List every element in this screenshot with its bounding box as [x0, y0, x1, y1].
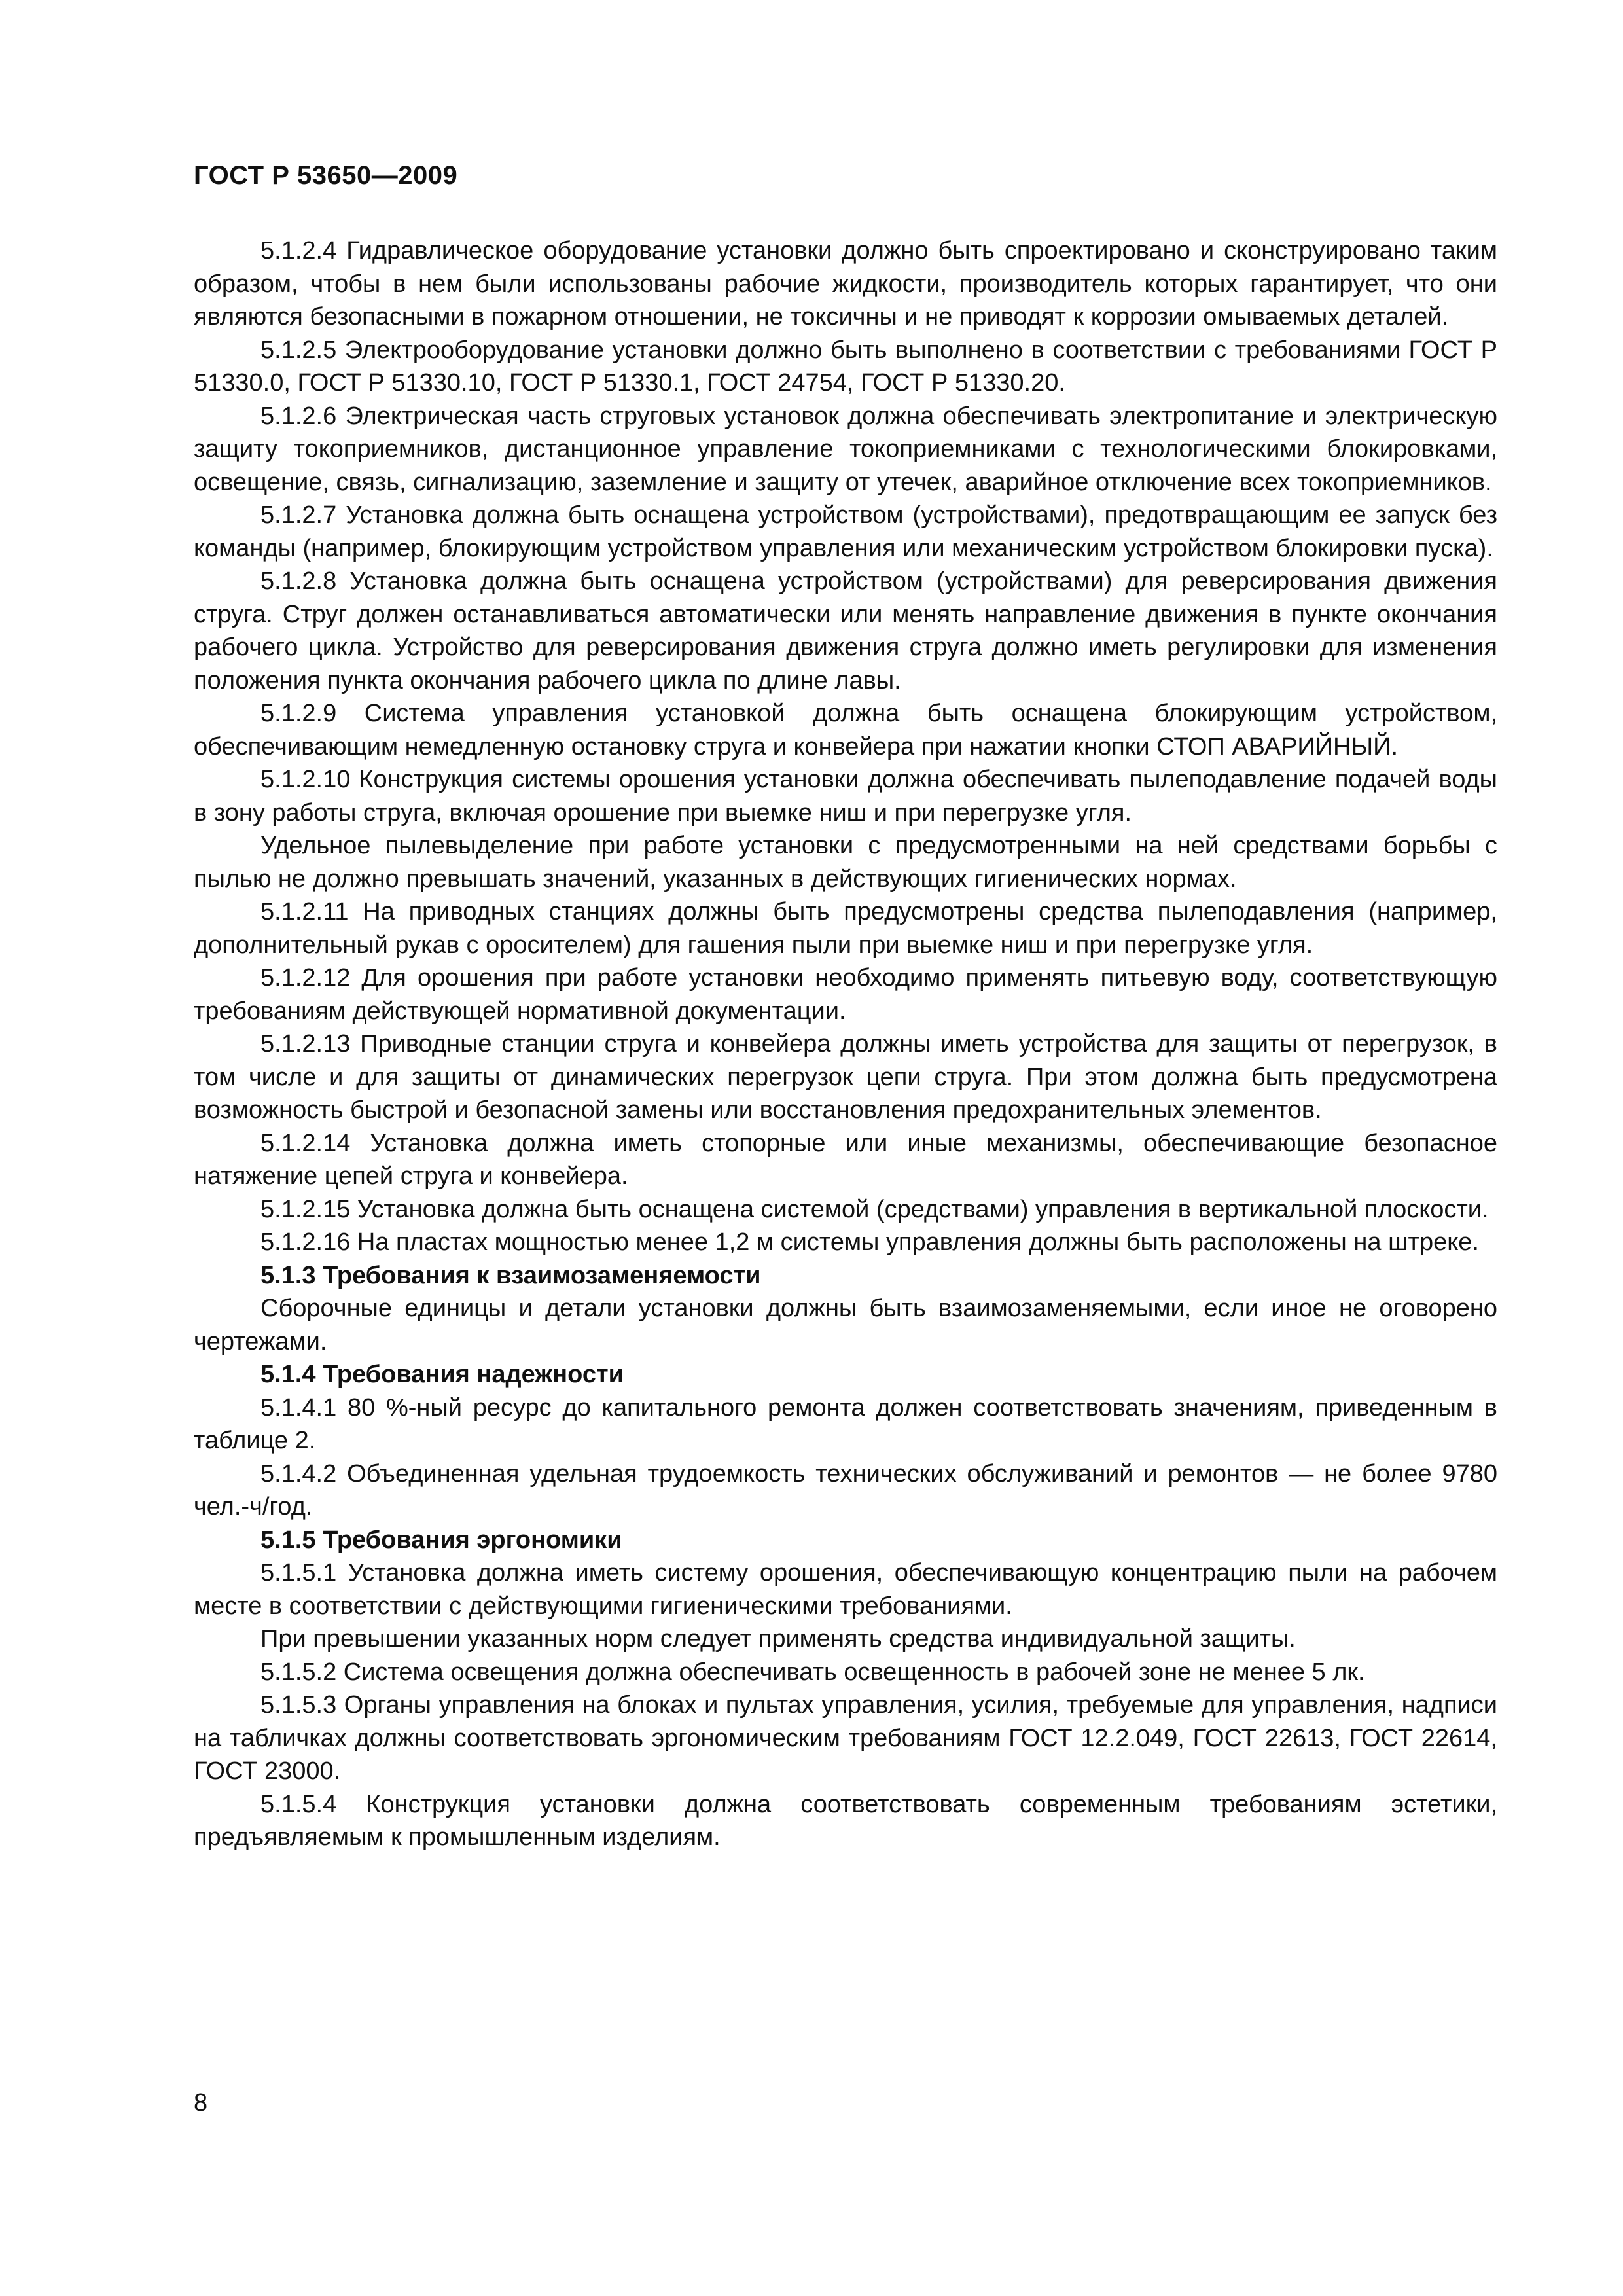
paragraph-5-1-5-3: 5.1.5.3 Органы управления на блоках и пультах управления, усилия, требуемые для управления, надписи на табличках должны соответствовать эргономическим требованиям ГОСТ 12.2.049, ГОСТ 22613, ГОСТ 22614, ГОСТ 23000.: [194, 1691, 1497, 1785]
paragraph-protection: При превышении указанных норм следует применять средства индивидуальной защиты.: [260, 1625, 1296, 1653]
paragraph-5-1-2-7: 5.1.2.7 Установка должна быть оснащена устройством (устройствами), предотвращающим ее запуск без команды (например, блокирующим устройством управления или механическим устройством блокировки пуска).: [194, 501, 1497, 562]
paragraph-5-1-2-15: 5.1.2.15 Установка должна быть оснащена системой (средствами) управления в вертикальной плоскости.: [260, 1195, 1489, 1223]
paragraph-5-1-2-5: 5.1.2.5 Электрооборудование установки должно быть выполнено в соответствии с требованиями ГОСТ Р 51330.0, ГОСТ Р 51330.10, ГОСТ Р 51330.1, ГОСТ 24754, ГОСТ Р 51330.20.: [194, 336, 1497, 397]
section-heading-5-1-4: 5.1.4 Требования надежности: [260, 1361, 624, 1388]
document-body: [194, 234, 1497, 1854]
paragraph-5-1-2-14: 5.1.2.14 Установка должна иметь стопорные или иные механизмы, обеспечивающие безопасное натяжение цепей струга и конвейера.: [194, 1129, 1497, 1190]
paragraph-5-1-2-4: 5.1.2.4 Гидравлическое оборудование установки должно быть спроектировано и сконструировано таким образом, чтобы в нем были использованы рабочие жидкости, производитель которых гарантирует, что они являются безопасными в пожарном отношении, не токсичны и не приводят к коррозии омываемых деталей.: [194, 237, 1497, 331]
paragraph-5-1-4-1: 5.1.4.1 80 %-ный ресурс до капитального ремонта должен соответствовать значениям, приведенным в таблице 2.: [194, 1393, 1497, 1454]
paragraph-5-1-5-4: 5.1.5.4 Конструкция установки должна соответствовать современным требованиям эстетики, предъявляемым к промышленным изделиям.: [194, 1790, 1497, 1851]
section-heading-5-1-5: 5.1.5 Требования эргономики: [260, 1526, 622, 1554]
paragraph-interchangeability: Сборочные единицы и детали установки должны быть взаимозаменяемыми, если иное не оговорено чертежами.: [194, 1295, 1497, 1355]
paragraph-5-1-2-6: 5.1.2.6 Электрическая часть струговых установок должна обеспечивать электропитание и электрическую защиту токоприемников, дистанционное управление токоприемниками с технологическими блокировками, освещение, связь, сигнализацию, заземление и защиту от утечек, аварийное отключение всех токоприемников.: [194, 402, 1497, 496]
paragraph-5-1-2-11: 5.1.2.11 На приводных станциях должны быть предусмотрены средства пылеподавления (например, дополнительный рукав с оросителем) для гашения пыли при выемке ниш и при перегрузке угля.: [194, 898, 1497, 959]
paragraph-5-1-4-2: 5.1.4.2 Объединенная удельная трудоемкость технических обслуживаний и ремонтов — не более 9780 чел.-ч/год.: [194, 1460, 1497, 1520]
paragraph-dust-emission: Удельное пылевыделение при работе установки с предусмотренными на ней средствами борьбы с пылью не должно превышать значений, указанных в действующих гигиенических нормах.: [194, 832, 1497, 893]
paragraph-5-1-2-8: 5.1.2.8 Установка должна быть оснащена устройством (устройствами) для реверсирования движения струга. Струг должен останавливаться автоматически или менять направление движения в пункте окончания рабочего цикла. Устройство для реверсирования движения струга должно иметь регулировки для изменения положения пункта окончания рабочего цикла по длине лавы.: [194, 567, 1497, 694]
section-heading-5-1-3: 5.1.3 Требования к взаимозаменяемости: [260, 1261, 761, 1289]
paragraph-5-1-2-16: 5.1.2.16 На пластах мощностью менее 1,2 м системы управления должны быть расположены на штреке.: [260, 1229, 1479, 1256]
paragraph-5-1-2-9: 5.1.2.9 Система управления установкой должна быть оснащена блокирующим устройством, обеспечивающим немедленную остановку струга и конвейера при нажатии кнопки СТОП АВАРИЙНЫЙ.: [194, 700, 1497, 761]
paragraph-5-1-2-10: 5.1.2.10 Конструкция системы орошения установки должна обеспечивать пылеподавление подачей воды в зону работы струга, включая орошение при выемке ниш и при перегрузке угля.: [194, 766, 1497, 827]
page-number: 8: [194, 2089, 208, 2117]
paragraph-5-1-2-12: 5.1.2.12 Для орошения при работе установки необходимо применять питьевую воду, соответствующую требованиям действующей нормативной документации.: [194, 964, 1497, 1025]
paragraph-5-1-5-1: 5.1.5.1 Установка должна иметь систему орошения, обеспечивающую концентрацию пыли на рабочем месте в соответствии с действующими гигиеническими требованиями.: [194, 1559, 1497, 1620]
document-header: ГОСТ Р 53650—2009: [194, 161, 458, 190]
paragraph-5-1-2-13: 5.1.2.13 Приводные станции струга и конвейера должны иметь устройства для защиты от перегрузок, в том числе и для защиты от динамических перегрузок цепи струга. При этом должна быть предусмотрена возможность быстрой и безопасной замены или восстановления предохранительных элементов.: [194, 1030, 1497, 1124]
paragraph-5-1-5-2: 5.1.5.2 Система освещения должна обеспечивать освещенность в рабочей зоне не менее 5 лк.: [260, 1658, 1365, 1686]
